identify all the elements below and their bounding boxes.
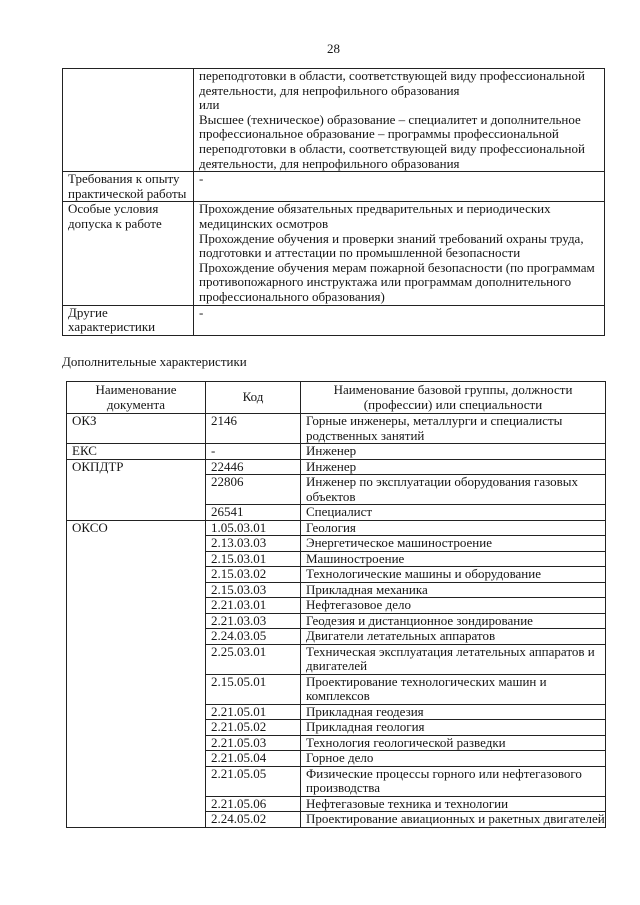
specialty-name-cell: Геология: [301, 520, 606, 536]
specialty-name-cell: Специалист: [301, 505, 606, 521]
document-name-cell: ОКЗ: [67, 414, 206, 444]
code-cell: 1.05.03.01: [206, 520, 301, 536]
specialty-name-cell: Двигатели летательных аппаратов: [301, 629, 606, 645]
specialty-name-cell: Физические процессы горного или нефтегазового производства: [301, 766, 606, 796]
code-cell: -: [206, 444, 301, 460]
code-cell: 2.21.03.03: [206, 613, 301, 629]
requirement-value-cell: -: [194, 172, 605, 202]
code-cell: 2.21.03.01: [206, 598, 301, 614]
specialty-name-cell: Энергетическое машиностроение: [301, 536, 606, 552]
code-cell: 2146: [206, 414, 301, 444]
table-header-row: [67, 382, 606, 414]
table-row: [67, 520, 606, 536]
code-cell: 26541: [206, 505, 301, 521]
code-cell: 2.24.03.05: [206, 629, 301, 645]
code-cell: 22446: [206, 459, 301, 475]
requirement-value-cell: Прохождение обязательных предварительных и периодических медицинских осмотров Прохождение обучения и проверки знаний требований охраны труда, подготовки и аттестации по промышленной безопасности Прохождение обучения мерам пожарной безопасности (по программам противопожарного инструктажа или программам дополнительного профессионального образования): [194, 202, 605, 305]
code-cell: 2.21.05.02: [206, 720, 301, 736]
document-name-cell: ЕКС: [67, 444, 206, 460]
code-cell: 2.15.03.03: [206, 582, 301, 598]
specialty-name-cell: Технологические машины и оборудование: [301, 567, 606, 583]
code-cell: 2.15.03.02: [206, 567, 301, 583]
document-name-cell: ОКСО: [67, 520, 206, 827]
code-cell: 22806: [206, 475, 301, 505]
table-row: [63, 202, 605, 305]
qualification-requirements-table: [62, 68, 605, 336]
page-number: 28: [327, 41, 340, 56]
table-row: [63, 69, 605, 172]
table-row: [67, 414, 606, 444]
requirement-value-cell: переподготовки в области, соответствующей виду профессиональной деятельности, для непрофильного образования или Высшее (техническое) образование – специалитет и дополнительное профессиональное образование – программы профессиональной переподготовки в области, соответствующей виду профессиональной деятельности, для непрофильного образования: [194, 69, 605, 172]
specialty-name-cell: Техническая эксплуатация летательных аппаратов и двигателей: [301, 644, 606, 674]
specialty-name-cell: Геодезия и дистанционное зондирование: [301, 613, 606, 629]
additional-characteristics-table: [66, 381, 606, 828]
code-cell: 2.21.05.04: [206, 751, 301, 767]
specialty-name-cell: Нефтегазовое дело: [301, 598, 606, 614]
specialty-name-cell: Проектирование авиационных и ракетных двигателей: [301, 812, 606, 828]
code-cell: 2.21.05.01: [206, 704, 301, 720]
code-cell: 2.15.03.01: [206, 551, 301, 567]
specialty-name-cell: Прикладная геодезия: [301, 704, 606, 720]
code-cell: 2.15.05.01: [206, 674, 301, 704]
requirement-label-cell: Требования к опыту практической работы: [63, 172, 194, 202]
section-title: Дополнительные характеристики: [62, 354, 247, 369]
table-row: [67, 459, 606, 475]
specialty-name-cell: Нефтегазовые техника и технологии: [301, 796, 606, 812]
table-row: [67, 444, 606, 460]
specialty-name-cell: Проектирование технологических машин и комплексов: [301, 674, 606, 704]
document-name-cell: ОКПДТР: [67, 459, 206, 520]
specialty-name-cell: Инженер по эксплуатации оборудования газовых объектов: [301, 475, 606, 505]
specialty-name-cell: Прикладная механика: [301, 582, 606, 598]
requirement-label-cell: Другие характеристики: [63, 305, 194, 335]
code-cell: 2.25.03.01: [206, 644, 301, 674]
code-cell: 2.24.05.02: [206, 812, 301, 828]
requirement-label-cell: [63, 69, 194, 172]
table-row: [63, 305, 605, 335]
table-row: [63, 172, 605, 202]
code-cell: 2.21.05.03: [206, 735, 301, 751]
specialty-name-cell: Горное дело: [301, 751, 606, 767]
header-document-name: Наименование документа: [67, 382, 206, 414]
requirement-value-cell: -: [194, 305, 605, 335]
specialty-name-cell: Горные инженеры, металлурги и специалисты родственных занятий: [301, 414, 606, 444]
specialty-name-cell: Инженер: [301, 444, 606, 460]
specialty-name-cell: Прикладная геология: [301, 720, 606, 736]
code-cell: 2.21.05.05: [206, 766, 301, 796]
code-cell: 2.21.05.06: [206, 796, 301, 812]
header-code: Код: [206, 382, 301, 414]
code-cell: 2.13.03.03: [206, 536, 301, 552]
specialty-name-cell: Машиностроение: [301, 551, 606, 567]
specialty-name-cell: Инженер: [301, 459, 606, 475]
specialty-name-cell: Технология геологической разведки: [301, 735, 606, 751]
requirement-label-cell: Особые условия допуска к работе: [63, 202, 194, 305]
header-specialty-name: Наименование базовой группы, должности (профессии) или специальности: [301, 382, 606, 414]
